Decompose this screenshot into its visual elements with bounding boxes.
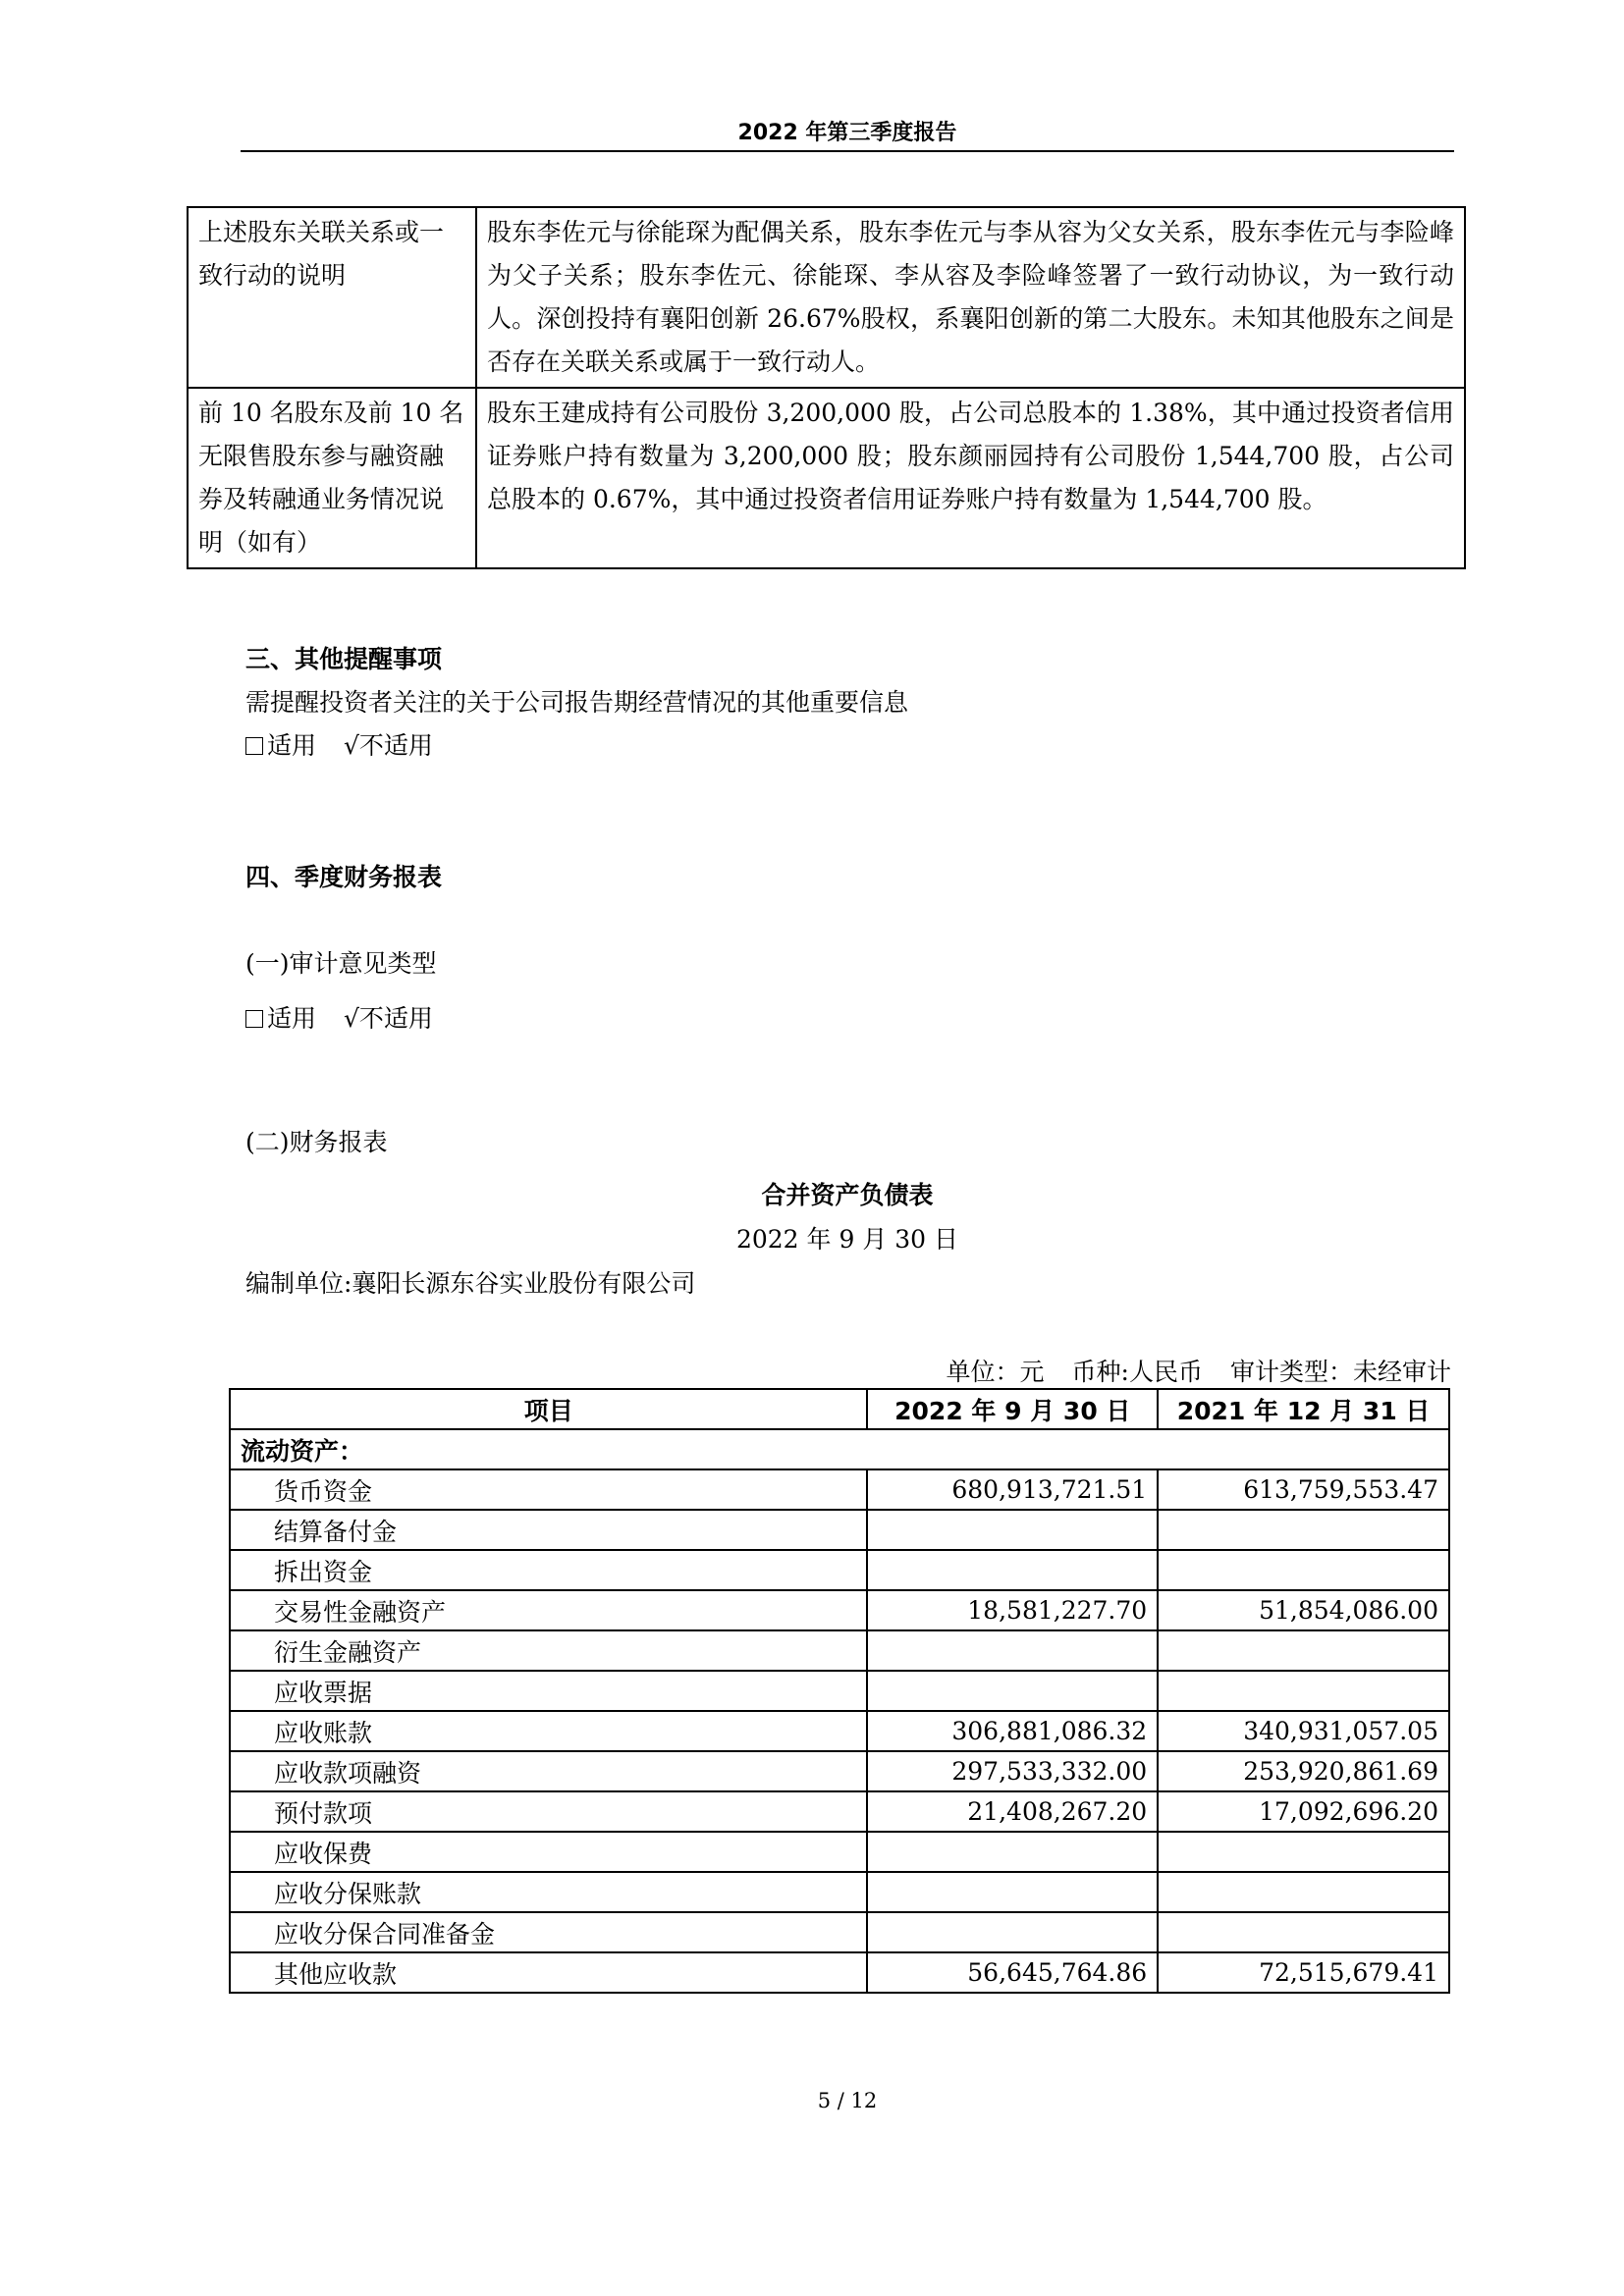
row-current-value: 21,408,267.20 (867, 1791, 1158, 1832)
column-header-item: 项目 (230, 1389, 867, 1429)
section3-heading: 三、其他提醒事项 (245, 645, 443, 673)
table-row (230, 1912, 1449, 1952)
shareholder-notes-table (187, 206, 1466, 569)
table-row (230, 1590, 1449, 1630)
row-item-label: 应收分保合同准备金 (230, 1912, 867, 1952)
report-header-title: 2022 年第三季度报告 (737, 121, 957, 145)
row-item-label: 货币资金 (230, 1469, 867, 1510)
statement-preparer: 编制单位:襄阳长源东谷实业股份有限公司 (245, 1269, 696, 1298)
table-row (230, 1671, 1449, 1711)
row-current-value: 18,581,227.70 (867, 1590, 1158, 1630)
option-applicable: 适用 (267, 1004, 317, 1033)
audit-opinion-options (245, 999, 433, 1035)
table-row (230, 1630, 1449, 1671)
section3-options (245, 726, 433, 762)
current-assets-label: 流动资产： (230, 1429, 1449, 1469)
row-prior-value (1158, 1550, 1449, 1590)
row-item-label: 结算备付金 (230, 1510, 867, 1550)
table-header-row (230, 1389, 1449, 1429)
notes-row (188, 388, 1465, 568)
checkbox-applicable (245, 1010, 263, 1028)
audit-type-label: 审计类型：未经审计 (1229, 1358, 1451, 1386)
table-row (230, 1791, 1449, 1832)
row-prior-value: 51,854,086.00 (1158, 1590, 1449, 1630)
row-current-value: 297,533,332.00 (867, 1751, 1158, 1791)
table-row (230, 1550, 1449, 1590)
option-not-applicable: √不适用 (343, 731, 433, 760)
row-prior-value: 72,515,679.41 (1158, 1952, 1449, 1993)
unit-label: 单位：元 (946, 1358, 1045, 1386)
row-current-value (867, 1832, 1158, 1872)
row-prior-value: 613,759,553.47 (1158, 1469, 1449, 1510)
row-current-value (867, 1671, 1158, 1711)
column-header-current: 2022 年 9 月 30 日 (867, 1389, 1158, 1429)
balance-sheet-table (229, 1388, 1450, 1994)
financial-statements-subheading: (二)财务报表 (245, 1128, 388, 1156)
notes-label: 上述股东关联关系或一致行动的说明 (188, 207, 476, 388)
row-prior-value (1158, 1510, 1449, 1550)
row-prior-value (1158, 1872, 1449, 1912)
row-current-value (867, 1550, 1158, 1590)
header-divider (241, 150, 1454, 152)
checkbox-applicable (245, 737, 263, 755)
row-prior-value: 17,092,696.20 (1158, 1791, 1449, 1832)
row-prior-value (1158, 1671, 1449, 1711)
row-prior-value (1158, 1832, 1449, 1872)
row-item-label: 应收款项融资 (230, 1751, 867, 1791)
row-current-value (867, 1510, 1158, 1550)
row-prior-value (1158, 1630, 1449, 1671)
notes-text: 股东王建成持有公司股份 3,200,000 股，占公司总股本的 1.38%，其中通过投资者信用证券账户持有数量为 3,200,000 股；股东颜丽园持有公司股份 1,544,700 股，占公司总股本的 0.67%，其中通过投资者信用证券账户持有数量为 1,544,700 股。 (476, 388, 1465, 568)
section4-heading: 四、季度财务报表 (245, 863, 443, 891)
table-row (230, 1751, 1449, 1791)
row-item-label: 应收账款 (230, 1711, 867, 1751)
column-header-prior: 2021 年 12 月 31 日 (1158, 1389, 1449, 1429)
statement-date: 2022 年 9 月 30 日 (735, 1225, 959, 1254)
row-item-label: 应收分保账款 (230, 1872, 867, 1912)
table-row (230, 1469, 1449, 1510)
row-item-label: 其他应收款 (230, 1952, 867, 1993)
audit-opinion-subheading: (一)审计意见类型 (245, 949, 437, 978)
row-current-value: 56,645,764.86 (867, 1952, 1158, 1993)
table-row (230, 1952, 1449, 1993)
notes-text: 股东李佐元与徐能琛为配偶关系，股东李佐元与李从容为父女关系，股东李佐元与李险峰为父子关系；股东李佐元、徐能琛、李从容及李险峰签署了一致行动协议，为一致行动人。深创投持有襄阳创新 26.67%股权，系襄阳创新的第二大股东。未知其他股东之间是否存在关联关系或属于一致行动人。 (476, 207, 1465, 388)
notes-row (188, 207, 1465, 388)
row-current-value: 680,913,721.51 (867, 1469, 1158, 1510)
table-row (230, 1872, 1449, 1912)
option-not-applicable: √不适用 (343, 1004, 433, 1033)
row-current-value (867, 1872, 1158, 1912)
row-item-label: 应收票据 (230, 1671, 867, 1711)
table-row (230, 1510, 1449, 1550)
row-prior-value (1158, 1912, 1449, 1952)
statement-title: 合并资产负债表 (761, 1181, 934, 1209)
row-item-label: 应收保费 (230, 1832, 867, 1872)
section-row (230, 1429, 1449, 1469)
row-prior-value: 340,931,057.05 (1158, 1711, 1449, 1751)
row-current-value (867, 1630, 1158, 1671)
unit-line (241, 1353, 1451, 1388)
table-row (230, 1711, 1449, 1751)
row-item-label: 拆出资金 (230, 1550, 867, 1590)
notes-label: 前 10 名股东及前 10 名无限售股东参与融资融券及转融通业务情况说明（如有） (188, 388, 476, 568)
row-item-label: 预付款项 (230, 1791, 867, 1832)
section3-description: 需提醒投资者关注的关于公司报告期经营情况的其他重要信息 (245, 688, 909, 717)
row-item-label: 交易性金融资产 (230, 1590, 867, 1630)
row-item-label: 衍生金融资产 (230, 1630, 867, 1671)
row-current-value: 306,881,086.32 (867, 1711, 1158, 1751)
page-number: 5 / 12 (817, 2089, 878, 2112)
option-applicable: 适用 (267, 731, 317, 760)
table-row (230, 1832, 1449, 1872)
currency-label: 币种:人民币 (1071, 1358, 1203, 1386)
row-prior-value: 253,920,861.69 (1158, 1751, 1449, 1791)
row-current-value (867, 1912, 1158, 1952)
